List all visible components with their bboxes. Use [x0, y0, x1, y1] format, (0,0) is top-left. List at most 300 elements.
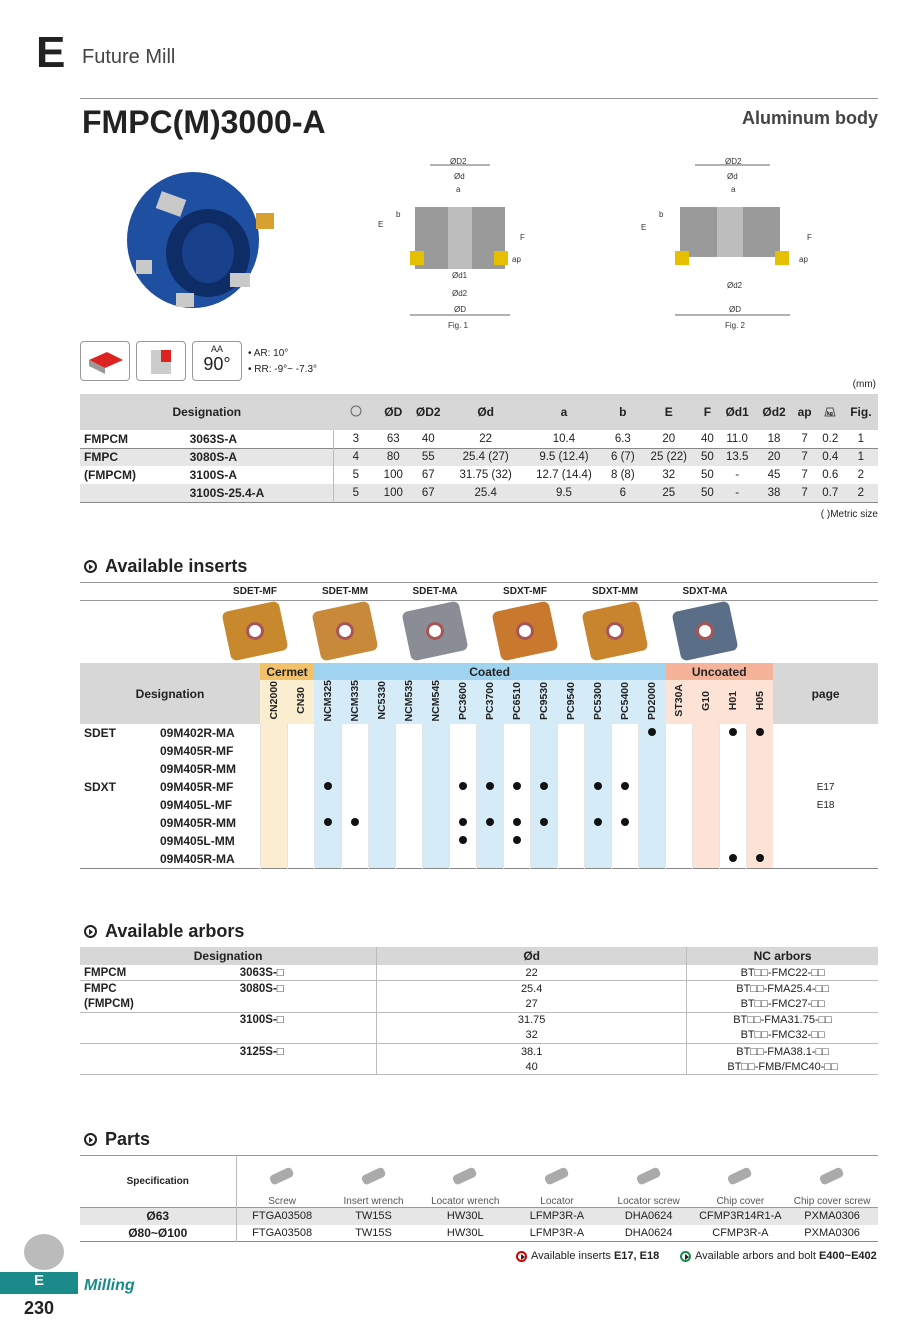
grade-cell [395, 832, 422, 850]
grade-cell [746, 760, 773, 778]
availability-dot [324, 818, 332, 826]
spec-h-teeth [334, 394, 378, 430]
grade-cell [395, 778, 422, 796]
availability-dot [729, 728, 737, 736]
grade-cell [719, 850, 746, 868]
availability-dot [621, 782, 629, 790]
arbor-cell: 3125S-□ [239, 1045, 284, 1058]
grade-cell [476, 832, 503, 850]
availability-dot [648, 728, 656, 736]
insert-image [311, 601, 378, 662]
insert-code: 09M405L-MM [160, 834, 235, 849]
grade-group-coated: Coated [314, 663, 665, 680]
grade-cell [260, 742, 287, 760]
insert-code: 09M405R-MF [160, 744, 234, 759]
parts-h-item [419, 1156, 511, 1208]
grade-cell [449, 850, 476, 868]
insert-type-label: SDXT-MM [591, 586, 639, 597]
fig1-D-label: ØD [454, 305, 466, 314]
grade-cell [557, 832, 584, 850]
grade-cell [638, 832, 665, 850]
chapter-title: Future Mill [82, 46, 176, 68]
grade-cell [476, 796, 503, 814]
page-number: 230 [24, 1298, 55, 1318]
spec-cell: 100 [383, 469, 403, 481]
parts-cell: Ø80~Ø100 [80, 1225, 236, 1242]
inserts-title-text: Available inserts [105, 556, 248, 576]
grade-cell [746, 814, 773, 832]
grade-cell [665, 724, 692, 742]
grade-cell [530, 742, 557, 760]
grade-header [368, 680, 395, 724]
grade-page-cell [773, 814, 878, 832]
arbor-cell: 40 [377, 1059, 687, 1075]
grade-cell [260, 850, 287, 868]
grade-cell [584, 724, 611, 742]
grade-cell [746, 796, 773, 814]
grade-cell [557, 778, 584, 796]
grade-cell [530, 760, 557, 778]
arbor-cell: BT□□-FMA31.75-□□ [687, 1012, 878, 1028]
grade-cell [422, 724, 449, 742]
grade-row [80, 814, 878, 832]
grade-cell [341, 850, 368, 868]
grade-cell [584, 760, 611, 778]
footer-arbors-ref[interactable] [680, 1250, 877, 1262]
spec-cell: 7 [801, 469, 808, 481]
chip-cover-screw-icon [812, 1161, 852, 1193]
grade-cell [638, 742, 665, 760]
parts-h-item [786, 1156, 878, 1208]
insert-hole [514, 620, 535, 641]
footer-inserts-label: Available inserts [531, 1250, 611, 1262]
grade-cell [584, 814, 611, 832]
grade-cell [260, 796, 287, 814]
radial-rake: • RR: -9°~ -7.3° [248, 364, 318, 375]
grade-cell [746, 778, 773, 796]
spec-cell: 20 [662, 432, 676, 445]
grade-row [80, 760, 878, 778]
insert-hole [604, 620, 625, 641]
grade-row [80, 724, 878, 742]
spec-row [80, 484, 878, 502]
grade-cell [665, 796, 692, 814]
footer-inserts-ref[interactable] [516, 1250, 659, 1262]
weight-icon-text: kg [827, 410, 834, 417]
grade-cell [395, 742, 422, 760]
insert-code: 09M405L-MF [160, 798, 233, 813]
footer-arbors-label: Available arbors and bolt [695, 1250, 816, 1262]
arbor-cell [236, 1028, 377, 1044]
grade-cell [611, 832, 638, 850]
grade-name: PC9540 [564, 681, 577, 720]
spec-cell: 0.6 [822, 469, 839, 481]
grade-cell [368, 796, 395, 814]
spec-h-F: F [703, 405, 712, 419]
grade-name: H01 [726, 691, 739, 711]
grade-cell [449, 742, 476, 760]
arbor-cell: FMPCM [84, 966, 127, 979]
spec-cell: 6.3 [614, 432, 631, 445]
arbor-cell [80, 1028, 236, 1044]
arbor-row [80, 1043, 878, 1059]
grade-cell [449, 832, 476, 850]
grade-cell [557, 760, 584, 778]
parts-section-title [84, 1129, 150, 1150]
parts-cell: TW15S [355, 1210, 392, 1223]
grade-cell [719, 724, 746, 742]
parts-cell: TW15S [355, 1226, 392, 1239]
grade-cell [611, 778, 638, 796]
insert-code: 09M405R-MF [160, 780, 234, 795]
grade-header [746, 680, 773, 724]
grade-cell [503, 832, 530, 850]
spec-h-fig: Fig. [850, 405, 872, 419]
grade-name: ST30A [672, 684, 685, 718]
grade-header [449, 680, 476, 724]
grade-cell [395, 760, 422, 778]
parts-cell: DHA0624 [624, 1226, 673, 1239]
grade-row-label [80, 814, 260, 832]
availability-dot [594, 782, 602, 790]
spec-cell: 2 [857, 469, 865, 481]
insert-page-ref[interactable]: E18 [816, 799, 835, 811]
spec-cell: 13.5 [725, 451, 749, 464]
availability-dot [513, 782, 521, 790]
arbor-cell [236, 996, 377, 1012]
grade-h-page: page [773, 663, 878, 724]
grade-cell [368, 760, 395, 778]
spec-cell: 45 [767, 469, 781, 481]
arbor-row [80, 1059, 878, 1075]
grade-cell [422, 796, 449, 814]
grade-cell [449, 760, 476, 778]
grade-name: PC5300 [591, 681, 604, 720]
grade-cell [422, 850, 449, 868]
arbor-cell [80, 1012, 236, 1028]
grade-cell [287, 760, 314, 778]
parts-h-spec: Specification [80, 1156, 236, 1208]
spec-cell: 2 [857, 486, 865, 499]
chapter-tab-label: Milling [84, 1277, 135, 1294]
locator-icon [537, 1161, 577, 1193]
arbor-cell: BT□□-FMC32-□□ [687, 1028, 878, 1044]
grade-cell [638, 850, 665, 868]
spec-cell: 55 [421, 451, 435, 464]
arbor-cell: 27 [377, 996, 687, 1012]
footer-inserts-pages: E17, E18 [613, 1250, 660, 1262]
spec-cell: FMPC [84, 450, 118, 465]
grade-row [80, 850, 878, 868]
spec-cell: 18 [767, 432, 781, 445]
grade-cell [503, 814, 530, 832]
grade-cell [260, 724, 287, 742]
insert-type-label: SDET-MA [412, 586, 458, 597]
grade-cell [368, 724, 395, 742]
parts-cell: LFMP3R-A [529, 1226, 585, 1239]
grade-cell [692, 778, 719, 796]
arbor-cell [80, 1043, 236, 1059]
grade-page-cell [773, 796, 878, 814]
spec-cell: 3100S-A [186, 466, 334, 484]
spec-cell: 5 [352, 469, 360, 481]
parts-cell: CFMP3R14R1-A [699, 1210, 782, 1223]
grade-header [584, 680, 611, 724]
chip-cover-icon [720, 1161, 760, 1193]
spec-cell: 7 [801, 432, 808, 445]
grade-cell [719, 760, 746, 778]
spec-h-D2: ØD2 [415, 405, 441, 419]
insert-hole [334, 620, 355, 641]
grade-name: CN30 [294, 687, 307, 715]
fig1-ap-label: ap [512, 255, 521, 264]
spec-cell: 67 [421, 469, 435, 481]
arbor-h-designation: Designation [193, 949, 263, 963]
insert-type-label: SDET-MM [321, 586, 369, 597]
grade-cell [638, 796, 665, 814]
grade-cell [314, 850, 341, 868]
fig1-d-label: Ød [454, 172, 465, 181]
grade-name: NCM335 [348, 680, 361, 722]
grade-cell [557, 814, 584, 832]
grade-cell [638, 760, 665, 778]
body-material-label: Aluminum body [742, 108, 878, 128]
grade-cell [746, 850, 773, 868]
parts-cell: HW30L [446, 1226, 484, 1239]
spec-cell: (FMPCM) [84, 468, 136, 482]
spec-row [80, 448, 878, 466]
grade-cell [719, 832, 746, 850]
parts-row [80, 1225, 878, 1242]
grade-h-designation: Designation [80, 663, 260, 724]
grade-cell [746, 742, 773, 760]
grade-row [80, 832, 878, 850]
grade-header [314, 680, 341, 724]
grade-cell [287, 724, 314, 742]
spec-cell: 38 [767, 486, 781, 499]
grade-row-label [80, 742, 260, 760]
spec-cell: 50 [700, 486, 714, 499]
grade-cell [665, 760, 692, 778]
grade-cell [665, 778, 692, 796]
grade-cell [584, 778, 611, 796]
grade-cell [449, 778, 476, 796]
grade-cell [503, 724, 530, 742]
milling-cutter-icon [24, 1234, 64, 1270]
spec-cell: 32 [662, 469, 676, 481]
parts-h-item [511, 1156, 603, 1208]
grade-cell [341, 760, 368, 778]
spec-cell: 8 (8) [611, 469, 635, 481]
arbor-cell: 3063S-□ [239, 966, 284, 979]
grade-cell [449, 724, 476, 742]
product-image [118, 165, 288, 315]
insert-type-label: SDXT-MF [503, 586, 547, 597]
aa-value: 90° [203, 354, 231, 374]
spec-cell: - [735, 469, 740, 481]
spec-cell [80, 484, 186, 502]
grade-cell [638, 724, 665, 742]
spec-h-ap: ap [797, 405, 812, 419]
grade-name: CN2000 [267, 681, 280, 720]
ref-arrow-icon [680, 1251, 691, 1262]
grade-cell [287, 832, 314, 850]
inserts-section-title [84, 556, 247, 577]
fig1-d2-label: ØD2 [450, 157, 467, 166]
grade-cell [287, 796, 314, 814]
availability-dot [756, 854, 764, 862]
parts-h-item [695, 1156, 787, 1208]
spec-h-E: E [664, 405, 673, 419]
spec-cell: 4 [352, 451, 360, 464]
spec-cell: 6 [619, 486, 627, 499]
spec-cell: 1 [857, 432, 865, 445]
grade-cell [530, 796, 557, 814]
arbor-cell: BT□□-FMC27-□□ [687, 996, 878, 1012]
arbor-cell: 3080S-□ [239, 982, 284, 995]
grade-name: PC9530 [537, 681, 550, 720]
arbor-cell: 31.75 [377, 1012, 687, 1028]
insert-image [491, 601, 558, 662]
fig2-ap-label: ap [799, 255, 808, 264]
parts-cell: FTGA03508 [252, 1226, 313, 1239]
grade-cell [368, 832, 395, 850]
spec-h-d: Ød [477, 405, 495, 419]
parts-cell: PXMA0306 [804, 1210, 860, 1223]
axial-rake: • AR: 10° [248, 348, 289, 359]
insert-image [401, 601, 468, 662]
grade-page-cell [773, 742, 878, 760]
grade-cell [368, 850, 395, 868]
availability-dot [729, 854, 737, 862]
fig1-caption: Fig. 1 [448, 321, 469, 330]
grade-cell [557, 724, 584, 742]
spec-row [80, 466, 878, 484]
insert-page-ref[interactable]: E17 [816, 781, 835, 793]
grade-name: PC5400 [618, 681, 631, 720]
header-divider [80, 98, 878, 99]
grade-cell [611, 742, 638, 760]
insert-image [671, 601, 738, 662]
arbors-section-title [84, 921, 244, 942]
grade-cell [260, 814, 287, 832]
arbor-cell: BT□□-FMA38.1-□□ [687, 1043, 878, 1059]
parts-header-row [80, 1156, 878, 1208]
grade-cell [692, 724, 719, 742]
grade-cell [692, 832, 719, 850]
grade-cell [287, 778, 314, 796]
insert-code: 09M405R-MA [160, 852, 235, 867]
grade-table [80, 663, 878, 869]
spec-cell: 63 [386, 432, 400, 445]
grade-cell [530, 814, 557, 832]
insert-type-labels [80, 584, 878, 600]
grade-cell [638, 778, 665, 796]
spec-cell: 40 [421, 432, 435, 445]
grade-cell [665, 850, 692, 868]
arbor-cell: FMPC [84, 982, 117, 995]
grade-cell [314, 724, 341, 742]
grade-cell [611, 814, 638, 832]
screw-icon [262, 1161, 302, 1193]
arbor-header-row [80, 947, 878, 965]
grade-cell [422, 778, 449, 796]
parts-cell: LFMP3R-A [529, 1210, 585, 1223]
grade-cell [557, 742, 584, 760]
insert-family: SDET [84, 726, 117, 741]
insert-hole [244, 620, 265, 641]
grade-cell [476, 850, 503, 868]
grade-cell [503, 850, 530, 868]
spec-cell: 67 [421, 486, 435, 499]
fig2-d2small-label: Ød2 [727, 281, 743, 290]
parts-row [80, 1208, 878, 1225]
insert-family: SDXT [84, 780, 117, 795]
grade-cell [287, 814, 314, 832]
grade-page-cell [773, 778, 878, 796]
grade-row-label [80, 724, 260, 742]
grade-cell [341, 796, 368, 814]
spec-cell: 31.75 (32) [459, 469, 512, 481]
spec-cell: 6 (7) [611, 451, 635, 464]
spec-h-a: a [560, 405, 568, 419]
grade-cell [638, 814, 665, 832]
grade-cell [557, 850, 584, 868]
grade-row-label [80, 796, 260, 814]
grade-cell [395, 814, 422, 832]
arbor-row [80, 1012, 878, 1028]
grade-row-label [80, 850, 260, 868]
availability-dot [486, 782, 494, 790]
arbor-cell: (FMPCM) [84, 997, 134, 1010]
parts-cell: PXMA0306 [804, 1226, 860, 1239]
grade-cell [341, 814, 368, 832]
grade-cell [341, 724, 368, 742]
fig1-d1-label: Ød1 [452, 271, 468, 280]
spec-cell: 0.2 [822, 432, 839, 445]
grade-cell [314, 778, 341, 796]
arbor-cell: BT□□-FMA25.4-□□ [687, 981, 878, 997]
spec-h-d2: Ød2 [762, 405, 786, 419]
arbor-cell: BT□□-FMC22-□□ [687, 965, 878, 981]
arbor-cell: 25.4 [377, 981, 687, 997]
spec-cell: 80 [386, 451, 400, 464]
grade-cell [692, 850, 719, 868]
grade-cell [314, 742, 341, 760]
grade-cell [368, 778, 395, 796]
grade-cell [692, 760, 719, 778]
arbor-row [80, 981, 878, 997]
grade-cell [449, 796, 476, 814]
arbor-cell [80, 1059, 236, 1075]
unit-label: (mm) [852, 379, 876, 390]
grade-cell [314, 832, 341, 850]
grade-cell [260, 832, 287, 850]
grade-cell [584, 850, 611, 868]
metric-note: ( )Metric size [820, 509, 878, 520]
fig1-d2small-label: Ød2 [452, 289, 468, 298]
spec-cell: 0.4 [822, 451, 839, 464]
fig2-f-label: F [807, 233, 812, 242]
grade-group-uncoated: Uncoated [665, 663, 773, 680]
grade-row-label [80, 832, 260, 850]
figure-1 [370, 155, 550, 335]
grade-header [503, 680, 530, 724]
grade-name: NCM535 [402, 680, 415, 722]
grade-cell [314, 760, 341, 778]
availability-dot [540, 818, 548, 826]
locator-wrench-icon [445, 1161, 485, 1193]
